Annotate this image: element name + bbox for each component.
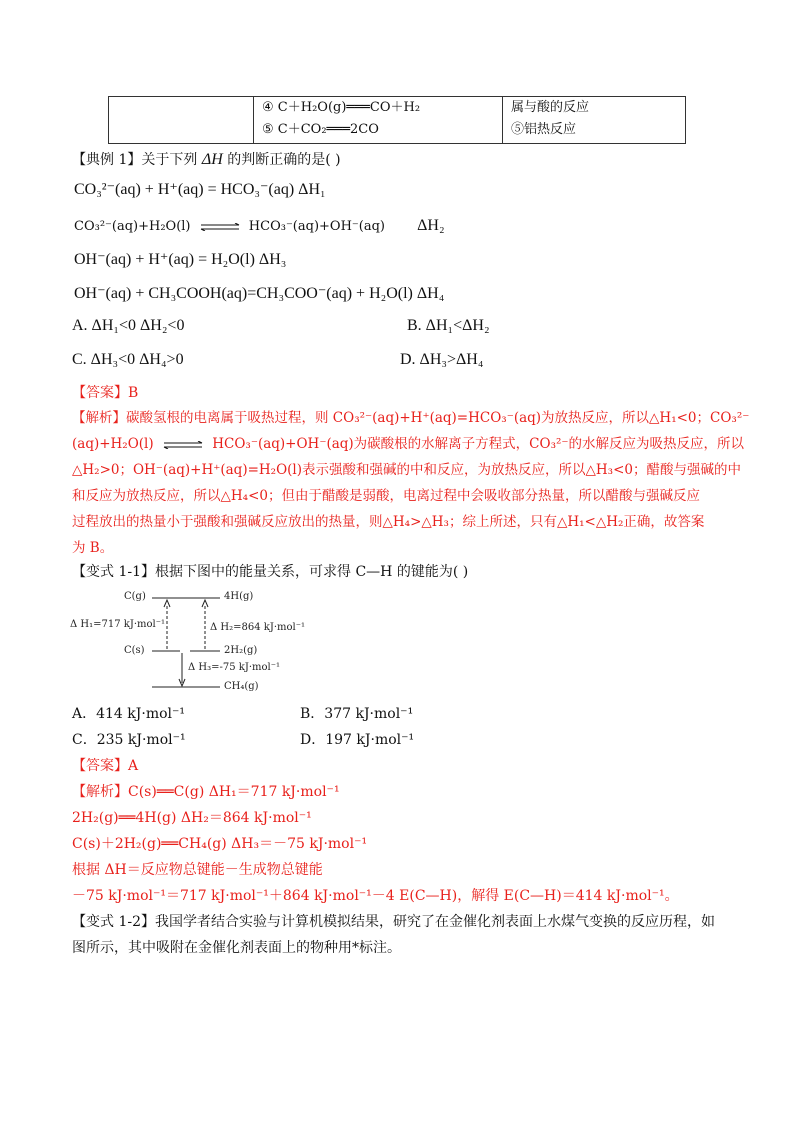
example1-explanation-line1: 【解析】碳酸氢根的电离属于吸热过程，则 CO₃²⁻(aq)+H⁺(aq)=HCO₃⁻(aq)为放热反应，所以△H₁<0；CO₃²⁻: [72, 410, 750, 426]
variant11-explanation-1: 【解析】C(s)══C(g) ΔH₁＝717 kJ·mol⁻¹: [72, 784, 340, 800]
variant11-explanation-4: 根据 ΔH＝反应物总键能－生成物总键能: [72, 862, 323, 878]
table-cell-types: [503, 97, 686, 144]
variant11-explanation-3: C(s)＋2H₂(g)══CH₄(g) ΔH₃＝－75 kJ·mol⁻¹: [72, 836, 368, 852]
example1-q-post: 的判断正确的是( ): [227, 152, 341, 168]
exp-line2-a: (aq)+H₂O(l): [72, 436, 154, 452]
example1-question: [72, 150, 341, 169]
example1-explanation-line5: 过程放出的热量小于强酸和强碱反应放出的热量，则△H₄>△H₃；综上所述，只有△H₁<△H₂正确，故答案: [72, 514, 705, 530]
table-row: [109, 97, 686, 144]
equilibrium-arrow-icon: [162, 441, 204, 449]
label-ch4: CH₄(g): [224, 681, 259, 692]
energy-diagram: [70, 588, 330, 698]
label-cg: C(g): [124, 591, 146, 602]
example1-explanation-line4: 和反应为放热反应，所以△H₄<0；但由于醋酸是弱酸，电离过程中会吸收部分热量，所以醋酸与强碱反应: [72, 488, 700, 504]
table-cell-reactions: [254, 97, 503, 144]
equilibrium-arrow-icon: [199, 223, 241, 231]
example1-q-sym: ΔH: [201, 151, 223, 168]
variant11-explanation-5: －75 kJ·mol⁻¹＝717 kJ·mol⁻¹＋864 kJ·mol⁻¹－4 E(C—H)，解得 E(C—H)＝414 kJ·mol⁻¹。: [72, 888, 679, 904]
reaction-5: ⑤ C＋CO₂═══2CO: [262, 122, 379, 137]
energy-diagram-lines: [70, 588, 330, 698]
equation-2: [74, 216, 445, 235]
variant11-explanation-2: 2H₂(g)══4H(g) ΔH₂＝864 kJ·mol⁻¹: [72, 810, 312, 826]
label-2h2: 2H₂(g): [224, 645, 258, 656]
equation-1: CO₃²⁻(aq) + H⁺(aq) = HCO₃⁻(aq) ΔH₁: [74, 181, 326, 198]
label-dh1: Δ H₁=717 kJ·mol⁻¹: [70, 619, 166, 630]
variant11-option-b: B．377 kJ·mol⁻¹: [300, 706, 414, 722]
equation-2-dh: ΔH₂: [417, 217, 445, 234]
variant12-line2: 图所示，其中吸附在金催化剂表面上的物种用*标注。: [72, 940, 401, 956]
example1-explanation-line2: [72, 436, 744, 452]
reaction-4: ④ C＋H₂O(g)═══CO＋H₂: [262, 100, 421, 115]
exp-line2-b: HCO₃⁻(aq)+OH⁻(aq)为碳酸根的水解离子方程式，CO₃²⁻的水解反应为吸热反应，所以: [212, 436, 745, 452]
table-cell-empty: [109, 97, 254, 144]
equation-2-right: HCO₃⁻(aq)+OH⁻(aq): [248, 219, 385, 234]
equation-2-left: CO₃²⁻(aq)+H₂O(l): [74, 219, 191, 234]
example1-explanation-line6: 为 B。: [72, 540, 114, 556]
type-thermite: ⑤铝热反应: [511, 122, 577, 137]
variant11-option-d: D．197 kJ·mol⁻¹: [300, 732, 415, 748]
variant11-answer: 【答案】A: [72, 758, 139, 774]
equation-4: OH⁻(aq) + CH₃COOH(aq)=CH₃COO⁻(aq) + H₂O(l) ΔH₄: [74, 285, 445, 302]
reaction-table: [108, 96, 686, 144]
example1-explanation-line3: △H₂>0；OH⁻(aq)+H⁺(aq)=H₂O(l)表示强酸和强碱的中和反应，为放热反应，所以△H₃<0；醋酸与强碱的中: [72, 462, 741, 478]
option-c: C. ΔH₃<0 ΔH₄>0: [72, 351, 184, 368]
option-b: B. ΔH₁<ΔH₂: [407, 317, 490, 334]
type-acid: 属与酸的反应: [511, 100, 590, 115]
variant11-option-a: A．414 kJ·mol⁻¹: [72, 706, 186, 722]
example1-q-pre: 关于下列: [141, 152, 198, 168]
variant12-line1: 【变式 1-2】我国学者结合实验与计算机模拟结果，研究了在金催化剂表面上水煤气变换的反应历程，如: [72, 914, 715, 930]
option-d: D. ΔH₃>ΔH₄: [400, 351, 484, 368]
equation-3: OH⁻(aq) + H⁺(aq) = H₂O(l) ΔH₃: [74, 251, 287, 268]
label-cs: C(s): [124, 645, 145, 656]
example1-answer: 【答案】B: [72, 385, 139, 401]
label-4h: 4H(g): [224, 591, 254, 602]
variant11-option-c: C．235 kJ·mol⁻¹: [72, 732, 186, 748]
example1-tag: 【典例 1】: [72, 152, 142, 168]
option-a: A. ΔH₁<0 ΔH₂<0: [72, 317, 185, 334]
label-dh3: Δ H₃=-75 kJ·mol⁻¹: [188, 662, 281, 673]
variant11-question: 【变式 1-1】根据下图中的能量关系，可求得 C—H 的键能为( ): [72, 564, 469, 580]
label-dh2: Δ H₂=864 kJ·mol⁻¹: [210, 622, 306, 633]
